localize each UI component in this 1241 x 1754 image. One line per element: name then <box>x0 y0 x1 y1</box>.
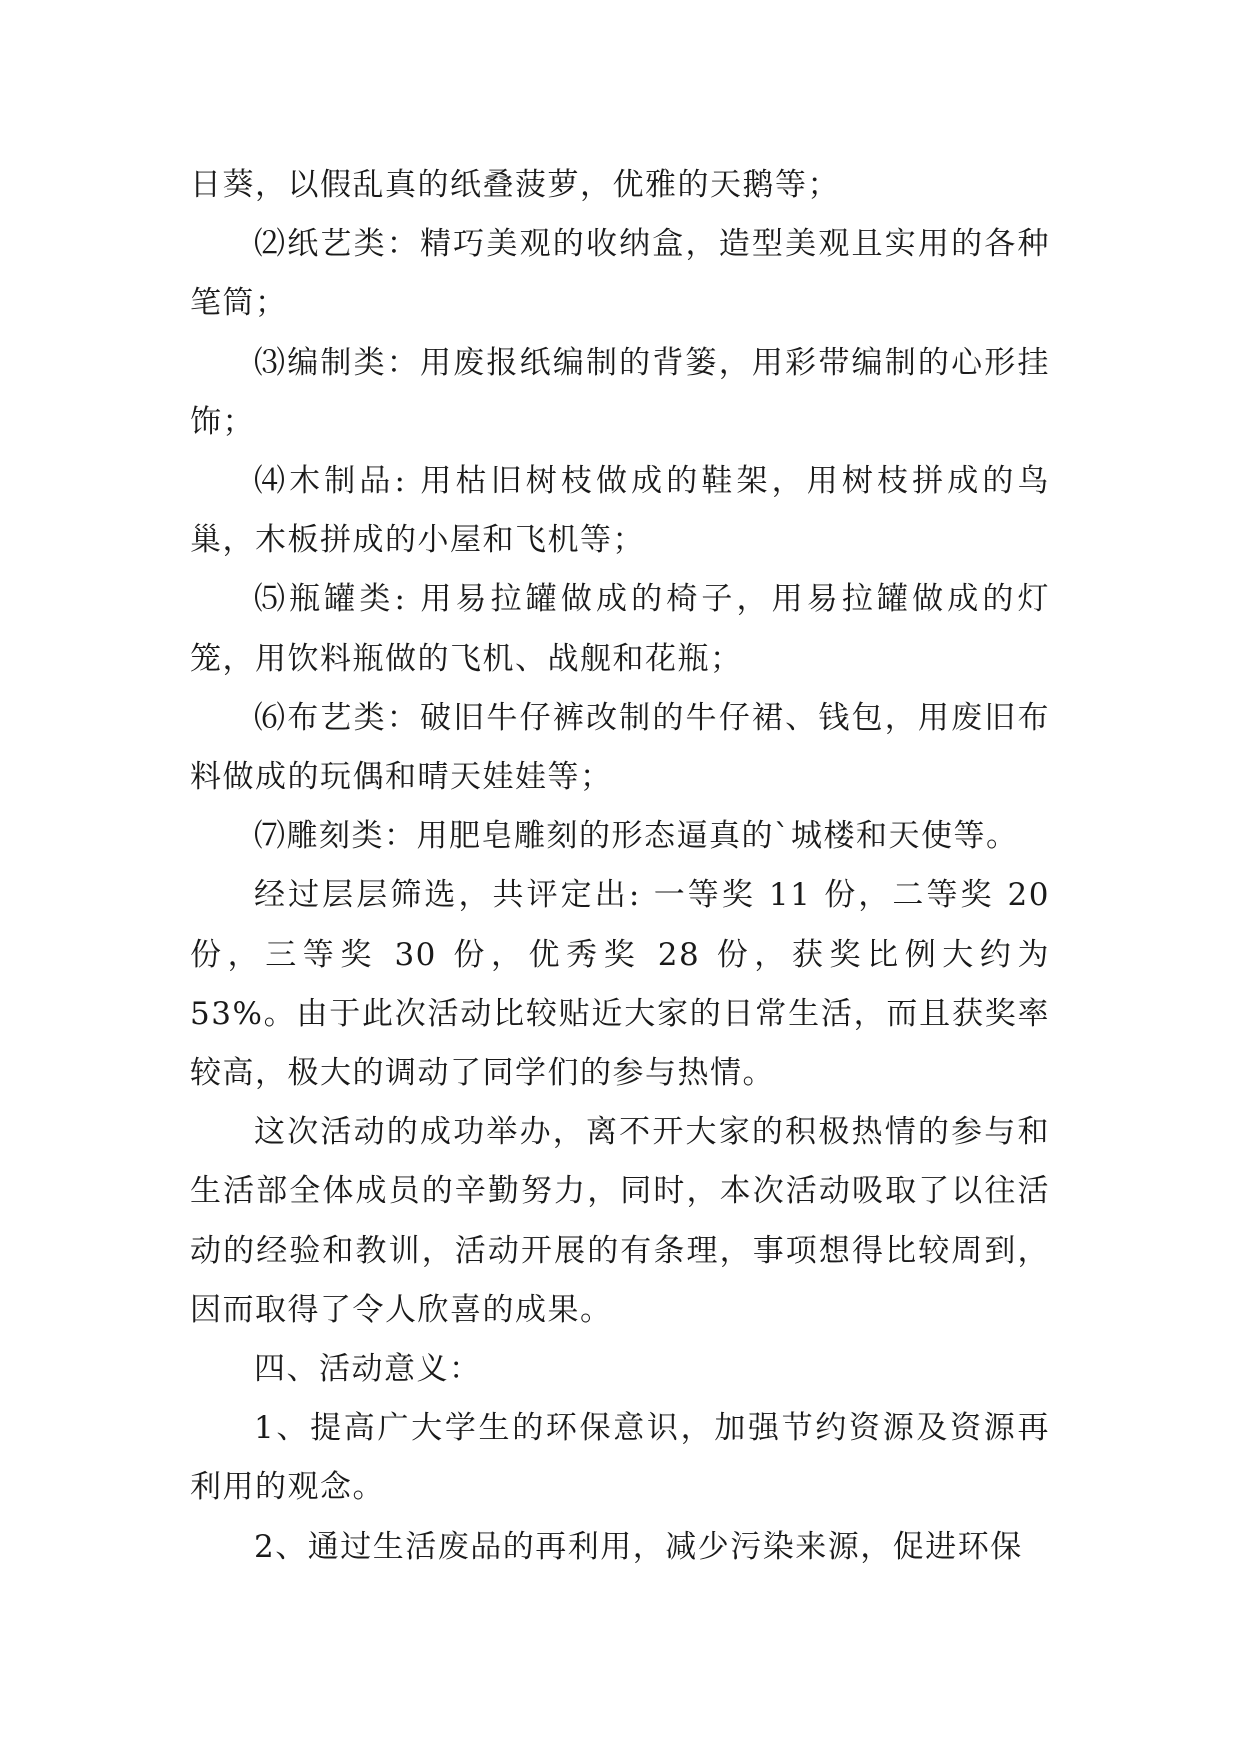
section-heading-significance: 四、活动意义： <box>254 1351 482 1388</box>
paragraph-fabric: ⑹布艺类：破旧牛仔裤改制的牛仔裙、钱包，用废旧布料做成的玩偶和晴天娃娃等； <box>190 699 1050 796</box>
paragraph-paper-art: ⑵纸艺类：精巧美观的收纳盒，造型美观且实用的各种笔筒； <box>190 226 1050 322</box>
paragraph-summary: 这次活动的成功举办，离不开大家的积极热情的参与和生活部全体成员的辛勤努力，同时，本次活动吸取了以往活动的经验和教训，活动开展的有条理，事项想得比较周到，因而取得了令人欣喜的成果。 <box>190 1114 1050 1328</box>
paragraph-bottles-cans: ⑸瓶罐类: 用易拉罐做成的椅子，用易拉罐做成的灯笼，用饮料瓶做的飞机、战舰和花瓶； <box>190 581 1050 677</box>
document-body <box>190 156 1050 1577</box>
paragraph-carving: ⑺雕刻类：用肥皂雕刻的形态逼真的`城楼和天使等。 <box>254 818 1019 855</box>
paragraph-awards: 经过层层筛选，共评定出: 一等奖 11 份，二等奖 20 份，三等奖 30 份，优秀奖 28 份，获奖比例大约为 53%。由于此次活动比较贴近大家的日常生活，而且获奖率较高，极大的调动了同学们的参与热情。 <box>190 877 1050 1092</box>
paragraph-point-1: 1、提高广大学生的环保意识，加强节约资源及资源再利用的观念。 <box>190 1410 1050 1506</box>
paragraph-weaving: ⑶编制类：用废报纸编制的背篓，用彩带编制的心形挂饰； <box>190 344 1050 440</box>
paragraph-continuation: 日葵，以假乱真的纸叠菠萝，优雅的天鹅等； <box>190 167 840 203</box>
paragraph-wood: ⑷木制品: 用枯旧树枝做成的鞋架，用树枝拼成的鸟巢，木板拼成的小屋和飞机等； <box>190 463 1050 559</box>
paragraph-point-2: 2、通过生活废品的再利用，减少污染来源，促进环保 <box>254 1528 1023 1565</box>
